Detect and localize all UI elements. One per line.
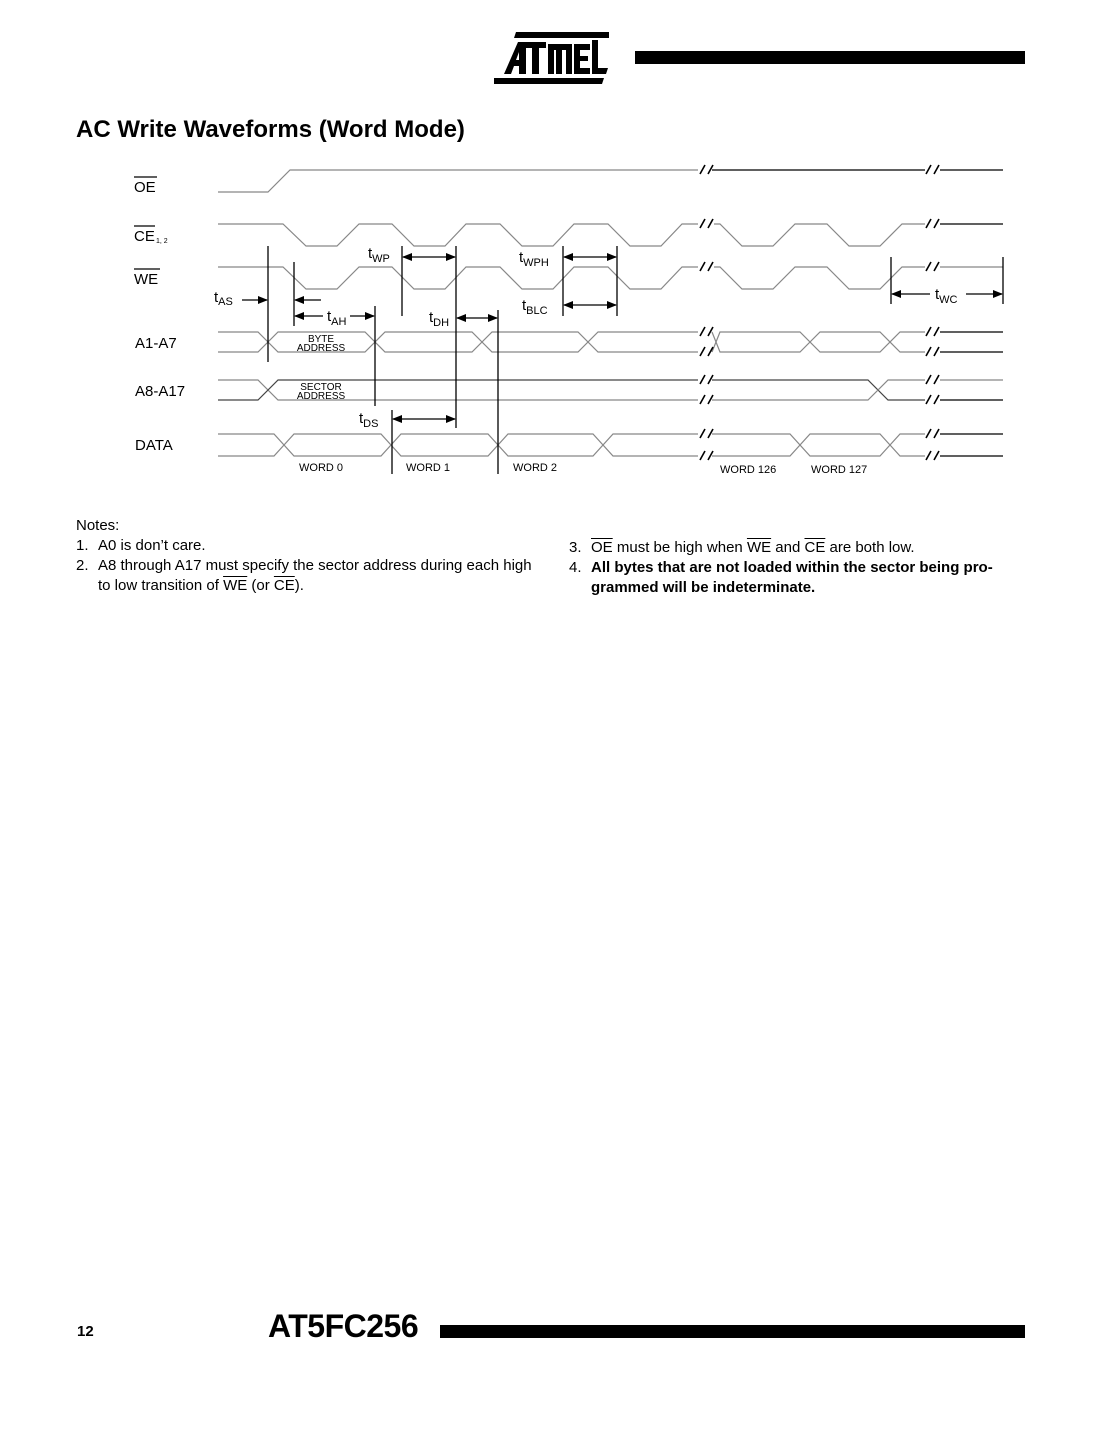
label-word-127: WORD 127	[811, 464, 868, 476]
break-mark-col1	[700, 165, 713, 460]
label-sector-address: SECTOR	[300, 382, 342, 393]
label-t-wp: $t_{WP}$	[368, 245, 390, 265]
label-t-ds: $t_{DS}$	[359, 410, 379, 430]
signal-labels	[134, 177, 185, 454]
label-byte-address: BYTE	[307, 334, 335, 345]
bus-labels	[297, 334, 346, 402]
label-t-dh: $t_{DH}$	[429, 309, 450, 329]
label-t-ah: $t_{AH}$	[327, 308, 347, 328]
svg-text:1, 2: 1, 2	[156, 238, 168, 245]
waveform-a8-a17	[218, 380, 698, 400]
break-marks	[700, 165, 939, 460]
part-number: AT5FC256	[268, 1308, 419, 1344]
waveform-diagram	[0, 150, 1105, 490]
signal-label-a8-a17: A8-A17	[135, 383, 186, 400]
label-word-126: WORD 126	[720, 464, 777, 476]
signal-label-a1-a7: A1-A7	[135, 335, 177, 352]
label-t-wph: $t_{WPH}$	[519, 249, 549, 269]
label-word-2: WORD 2	[513, 462, 557, 474]
label-t-blc: $t_{BLC}$	[522, 297, 548, 317]
label-word-1: WORD 1	[406, 462, 450, 474]
label-t-wc: $t_{WC}$	[935, 286, 958, 306]
notes-heading: Notes:	[76, 517, 120, 534]
label-word-0: WORD 0	[299, 462, 343, 474]
atmel-logo	[492, 30, 610, 86]
signal-label-oe: OE	[134, 179, 156, 196]
break-mark-col2	[926, 165, 939, 460]
note-1: 1. A0 is don’t care.	[76, 537, 206, 554]
waveform-data	[218, 434, 698, 456]
waveforms	[218, 170, 1003, 456]
signal-label-we: WE	[134, 271, 159, 288]
label-t-as: $t_{AS}$	[214, 289, 233, 308]
header-rule	[635, 51, 1025, 64]
waveform-a1-a7	[218, 332, 698, 352]
note-3: 3. $\overline{OE}$ must be high when $\overline{WE}$ and $\overline{CE}$ are both low.	[569, 539, 915, 556]
svg-text:ADDRESS: ADDRESS	[296, 391, 346, 402]
signal-label-ce: CE	[134, 228, 155, 245]
waveform-we	[218, 267, 698, 289]
word-labels	[299, 462, 867, 476]
note-4: 4. All bytes that are not loaded within the sector being pro-grammed will be indeterminate.	[569, 559, 993, 596]
note-2: 2. A8 through A17 must specify the sector address during each high to low transition of $\overline{WE}$ (or $\overline{CE}$).	[76, 557, 532, 594]
timing-reference-lines	[268, 246, 1003, 474]
waveform-ce	[218, 224, 698, 246]
svg-text:ADDRESS: ADDRESS	[296, 343, 346, 354]
footer-rule	[440, 1325, 1025, 1338]
page-title: AC Write Waveforms (Word Mode)	[76, 116, 465, 143]
waveform-oe	[218, 170, 698, 192]
page-number: 12	[77, 1323, 94, 1340]
signal-label-data: DATA	[135, 437, 173, 454]
